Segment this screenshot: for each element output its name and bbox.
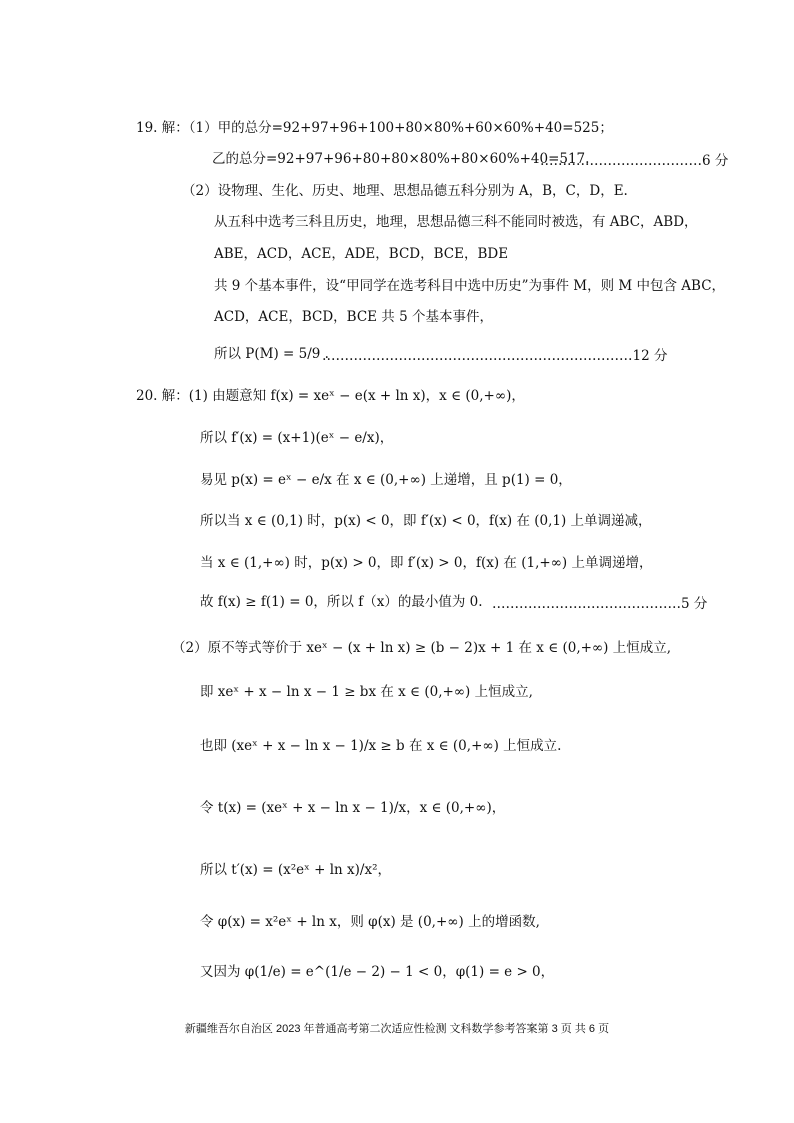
q20-line4: 所以当 x ∈ (0,1) 时，p(x) < 0，即 f′(x) < 0，f(x) 在 (0,1) 上单调递减，: [200, 513, 652, 529]
q20-part2-line7: 又因为 φ(1/e) = e^(1/e − 2) − 1 < 0，φ(1) = e > 0，: [200, 964, 555, 980]
q20-line1: 20. 解：(1) 由题意知 f(x) = xeˣ − e(x + ln x)，x ∈ (0,+∞)，: [136, 388, 525, 404]
q19-part2-line2: 从五科中选考三科且历史，地理，思想品德三科不能同时被选，有 ABC，ABD，: [214, 214, 698, 230]
q19-header: 19. 解：（1）甲的总分=92+97+96+100+80×80%+60×60%+40=525；: [136, 120, 613, 136]
q20-part2-line5: 所以 t′(x) = (x²eˣ + ln x)/x²，: [200, 862, 391, 878]
q20-part2-line3: 也即 (xeˣ + x − ln x − 1)/x ≥ b 在 x ∈ (0,+∞) 上恒成立.: [200, 738, 562, 754]
q19-score-6: ………………………………6 分: [540, 153, 729, 169]
q19-part2-line3: ABE，ACD，ACE，ADE，BCD，BCE，BDE: [214, 246, 509, 262]
q19-part2-line1: （2）设物理、生化、历史、地理、思想品德五科分别为 A，B，C，D，E.: [182, 183, 628, 199]
q20-part2-line1: （2）原不等式等价于 xeˣ − (x + ln x) ≥ (b − 2)x + 1 在 x ∈ (0,+∞) 上恒成立,: [172, 640, 672, 656]
q20-line5: 当 x ∈ (1,+∞) 时，p(x) > 0，即 f′(x) > 0，f(x) 在 (1,+∞) 上单调递增，: [200, 555, 653, 571]
q19-score-12: ……………………………………………………………12 分: [322, 348, 668, 364]
q19-line2: 乙的总分=92+97+96+80+80×80%+80×60%+40=517.: [212, 151, 590, 167]
q20-score-5: ……………………………………5 分: [492, 596, 708, 612]
q20-line2: 所以 f′(x) = (x+1)(eˣ − e/x)，: [200, 430, 394, 446]
q19-part2-line6: 所以 P(M) = 5/9 .: [214, 346, 329, 362]
q20-part2-line4: 令 t(x) = (xeˣ + x − ln x − 1)/x，x ∈ (0,+∞)，: [200, 800, 506, 816]
q20-part2-line6: 令 φ(x) = x²eˣ + ln x，则 φ(x) 是 (0,+∞) 上的增函数,: [200, 914, 540, 930]
q20-line6: 故 f(x) ≥ f(1) = 0，所以 f（x）的最小值为 0.: [200, 594, 483, 610]
q19-part2-line5: ACD，ACE，BCD，BCE 共 5 个基本事件，: [214, 309, 493, 325]
q19-part2-line4: 共 9 个基本事件，设“甲同学在选考科目中选中历史”为事件 M，则 M 中包含 ABC，: [214, 278, 726, 294]
page-footer: 新疆维吾尔自治区 2023 年普通高考第二次适应性检测 文科数学参考答案第 3 页 共 6 页: [184, 1023, 610, 1035]
q20-line3: 易见 p(x) = eˣ − e/x 在 x ∈ (0,+∞) 上递增，且 p(1) = 0，: [200, 472, 572, 488]
q20-part2-line2: 即 xeˣ + x − ln x − 1 ≥ bx 在 x ∈ (0,+∞) 上恒成立,: [200, 684, 533, 700]
